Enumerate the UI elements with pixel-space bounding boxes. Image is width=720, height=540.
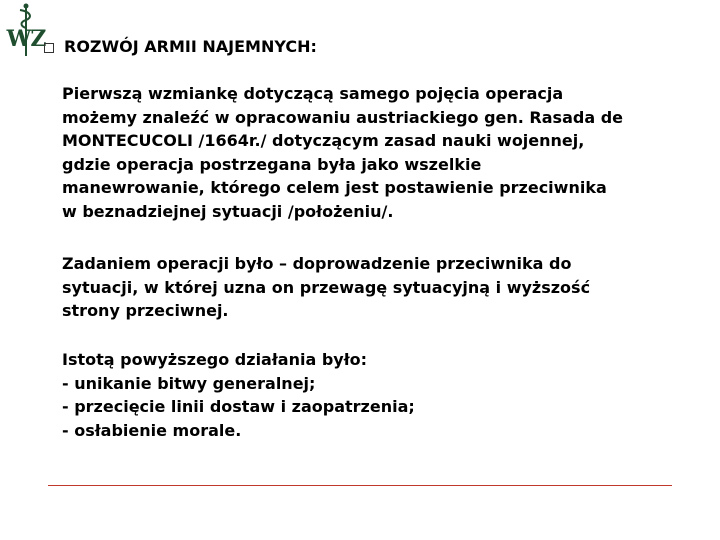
text-line: Pierwszą wzmiankę dotyczącą samego pojęcia operacja [62,84,564,103]
paragraph-task [62,252,702,323]
list-item: - przecięcie linii dostaw i zaopatrzenia; [62,397,415,416]
list-item: - osłabienie morale. [62,420,242,440]
wz-logo [4,2,48,58]
paragraph-origin [62,82,702,223]
text-line: Istotą powyższego działania było: [62,350,368,369]
paragraph-essence [62,348,702,442]
footer-divider [48,485,672,486]
title-bullet [44,43,54,53]
text-line: manewrowanie, którego celem jest postawienie przeciwnika [62,178,607,197]
text-line: sytuacji, w której uzna on przewagę sytuacyjną i wyższość [62,277,591,297]
slide-title: ROZWÓJ ARMII NAJEMNYCH: [64,37,317,56]
text-line: gdzie operacja postrzegana była jako wszelkie [62,154,482,174]
text-line: Zadaniem operacji było – doprowadzenie przeciwnika do [62,254,572,273]
text-line: MONTECUCOLI /1664r./ dotyczącym zasad nauki wojennej, [62,131,585,150]
logo-text: WZ [6,26,46,52]
text-line: w beznadziejnej sytuacji /położeniu/. [62,201,394,221]
list-item: - unikanie bitwy generalnej; [62,373,316,393]
text-line: możemy znaleźć w opracowaniu austriackiego gen. Rasada de [62,107,623,127]
text-line: strony przeciwnej. [62,301,229,320]
